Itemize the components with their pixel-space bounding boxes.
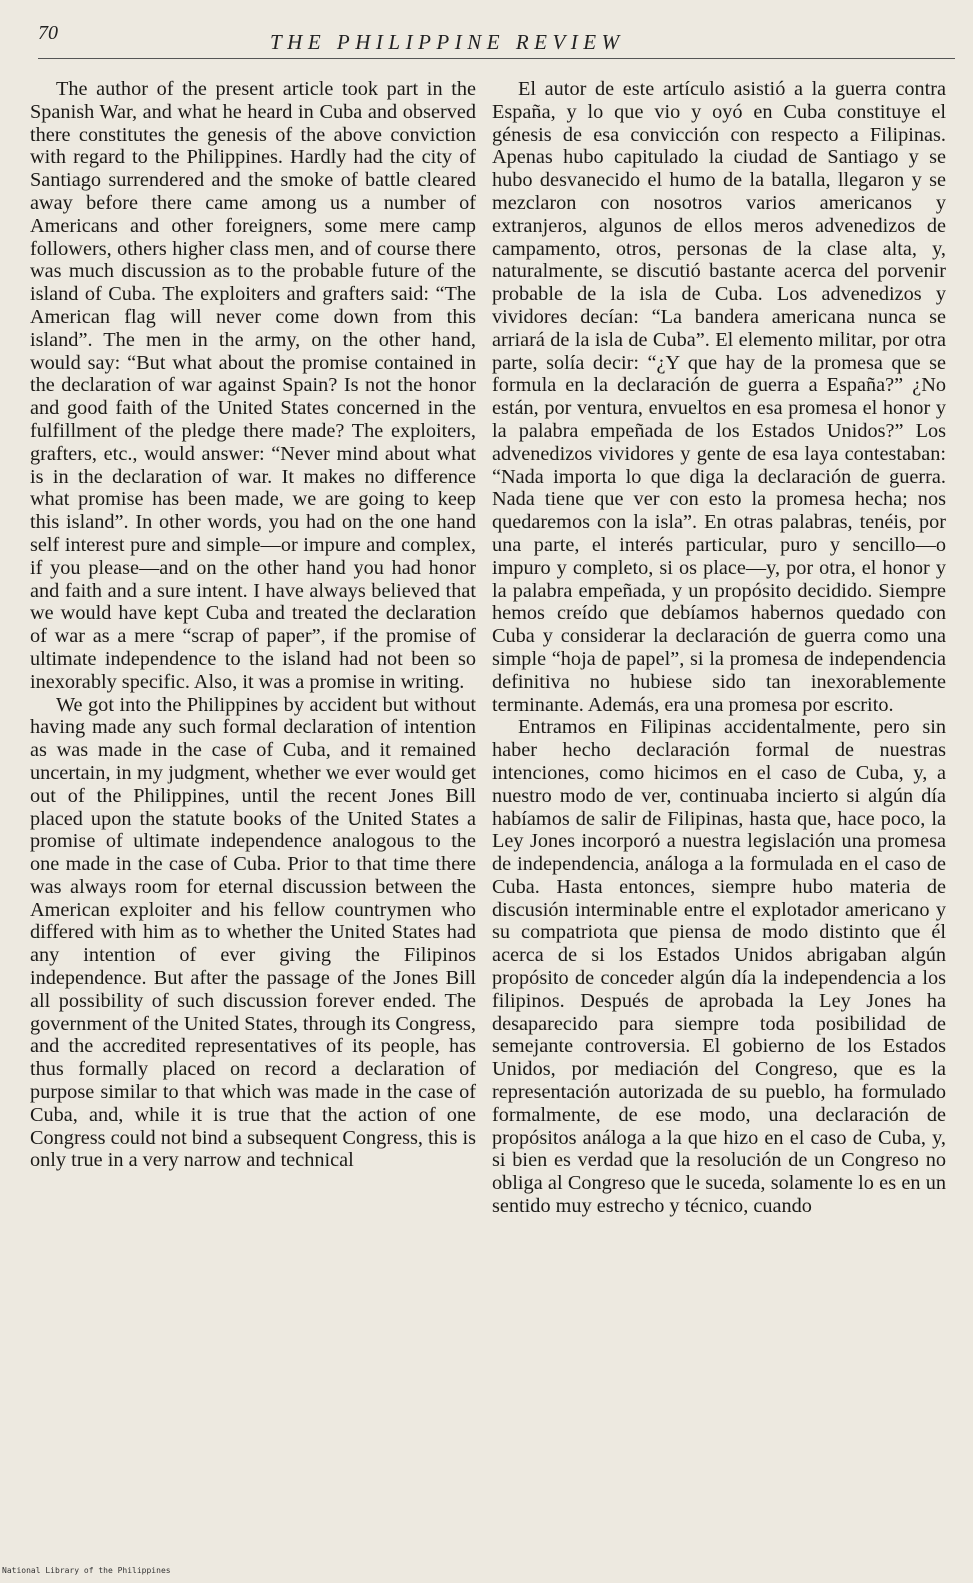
running-title: THE PHILIPPINE REVIEW — [270, 30, 625, 54]
spanish-paragraph-2: Entramos en Filipinas accidentalmente, pero sin haber hecho declaración formal de nuestras intenciones, como hicimos en el caso de Cuba, y, a nuestro modo de ver, continuaba incierto si algún día habíamos de salir de Filipinas, hasta que, hace poco, la Ley Jones incorporó a nuestra legislación una promesa de independencia, análoga a la formulada en el caso de Cuba. Hasta entonces, siempre hubo materia de discusión interminable entre el explotador americano y su compatriota que piensa de modo distinto que él acerca de si los Estados Unidos abrigaban algún propósito de conceder algún día la independencia a los filipinos. Después de aprobada la Ley Jones ha desaparecido para siempre toda posibilidad de semejante controversia. El gobierno de los Estados Unidos, por mediación del Congreso, que es la representación autorizada de su pueblo, ha formulado formalmente, de ese modo, una declaración de propósitos análoga a la que hizo en el caso de Cuba, y, si bien es verdad que la resolución de un Congreso no obliga al Congreso que le suceda, solamente lo es en un sentido muy estrecho y técnico, cuando — [492, 716, 946, 1218]
header-rule — [38, 58, 955, 59]
spanish-paragraph-1: El autor de este artículo asistió a la guerra contra España, y lo que vio y oyó en Cuba constituye el génesis de esa convicción con respecto a Filipinas. Apenas hubo capitulado la ciudad de Santiago y se hubo desvanecido el humo de la batalla, llegaron y se mezclaron con nosotros varios americanos y extranjeros, algunos de ellos meros advenedizos de campamento, otros, personas de la clase alta, y, naturalmente, se discutió bastante acerca del porvenir probable de la isla de Cuba. Los advenedizos y vividores decían: “La bandera americana nunca se arriará de la isla de Cuba”. El elemento militar, por otra parte, solía decir: “¿Y que hay de la promesa que se formula en la declaración de guerra a España?” ¿No están, por ventura, envueltos en esa promesa el honor y la palabra empeñada de los Estados Unidos?” Los advenedizos vividores y gente de esa laya contestaban: “Nada importa lo que diga la declaración de guerra. Nada tiene que ver con esto la promesa hecha; nos quedaremos con la isla”. En otras palabras, tenéis, por una parte, el interés particular, puro y sencillo—o impuro y completo, si os place—y, por otra, el honor y la palabra empeñada, y un propósito decidido. Siempre hemos creído que debíamos habernos quedado con Cuba y considerar la declaración de guerra como una simple “hoja de papel”, si la promesa de independencia definitiva no hubiese sido tan inexorablemente terminante. Además, era una promesa por escrito. — [492, 78, 946, 716]
english-paragraph-2: We got into the Philippines by accident but without having made any such formal declaration of intention as was made in the case of Cuba, and it remained uncertain, in my judgment, whether we ever would get out of the Philippines, until the recent Jones Bill placed upon the statute books of the United States a promise of ultimate independence analogous to the one made in the case of Cuba. Prior to that time there was always room for eternal discussion between the American exploiter and his fellow countrymen who differed with him as to whether the United States had any intention of ever giving the Filipinos independence. But after the passage of the Jones Bill all possibility of such discussion forever ended. The government of the United States, through its Congress, and the accredited representatives of its people, has thus formally placed on record a declaration of purpose similar to that which was made in the case of Cuba, and, while it is true that the action of one Congress could not bind a subsequent Congress, this is only true in a very narrow and technical — [30, 693, 476, 1172]
english-column — [30, 78, 476, 1172]
footer-credit: National Library of the Philippines — [2, 1566, 171, 1575]
english-paragraph-1: The author of the present article took part in the Spanish War, and what he heard in Cuba and observed there constitutes the genesis of the above conviction with regard to the Philippines. Hardly had the city of Santiago surrendered and the smoke of battle cleared away before there came among us a number of Americans and other foreigners, some mere camp followers, others higher class men, and of course there was much discussion as to the probable future of the island of Cuba. The exploiters and grafters said: “The American flag will never come down from this island”. The men in the army, on the other hand, would say: “But what about the promise contained in the declaration of war against Spain? Is not the honor and good faith of the United States concerned in the fulfillment of the pledge there made? The exploiters, grafters, etc., would answer: “Never mind about what is in the declaration of war. It makes no difference what promise has been made, we are going to keep this island”. In other words, you had on the one hand self interest pure and simple—or impure and complex, if you please—and on the other hand you had honor and faith and a sure intent. I have always believed that we would have kept Cuba and treated the declaration of war as a mere “scrap of paper”, if the promise of ultimate independence to the island had not been so inexorably specific. Also, it was a promise in writing. — [30, 78, 476, 693]
page-number: 70 — [38, 22, 58, 44]
spanish-column — [492, 78, 946, 1218]
